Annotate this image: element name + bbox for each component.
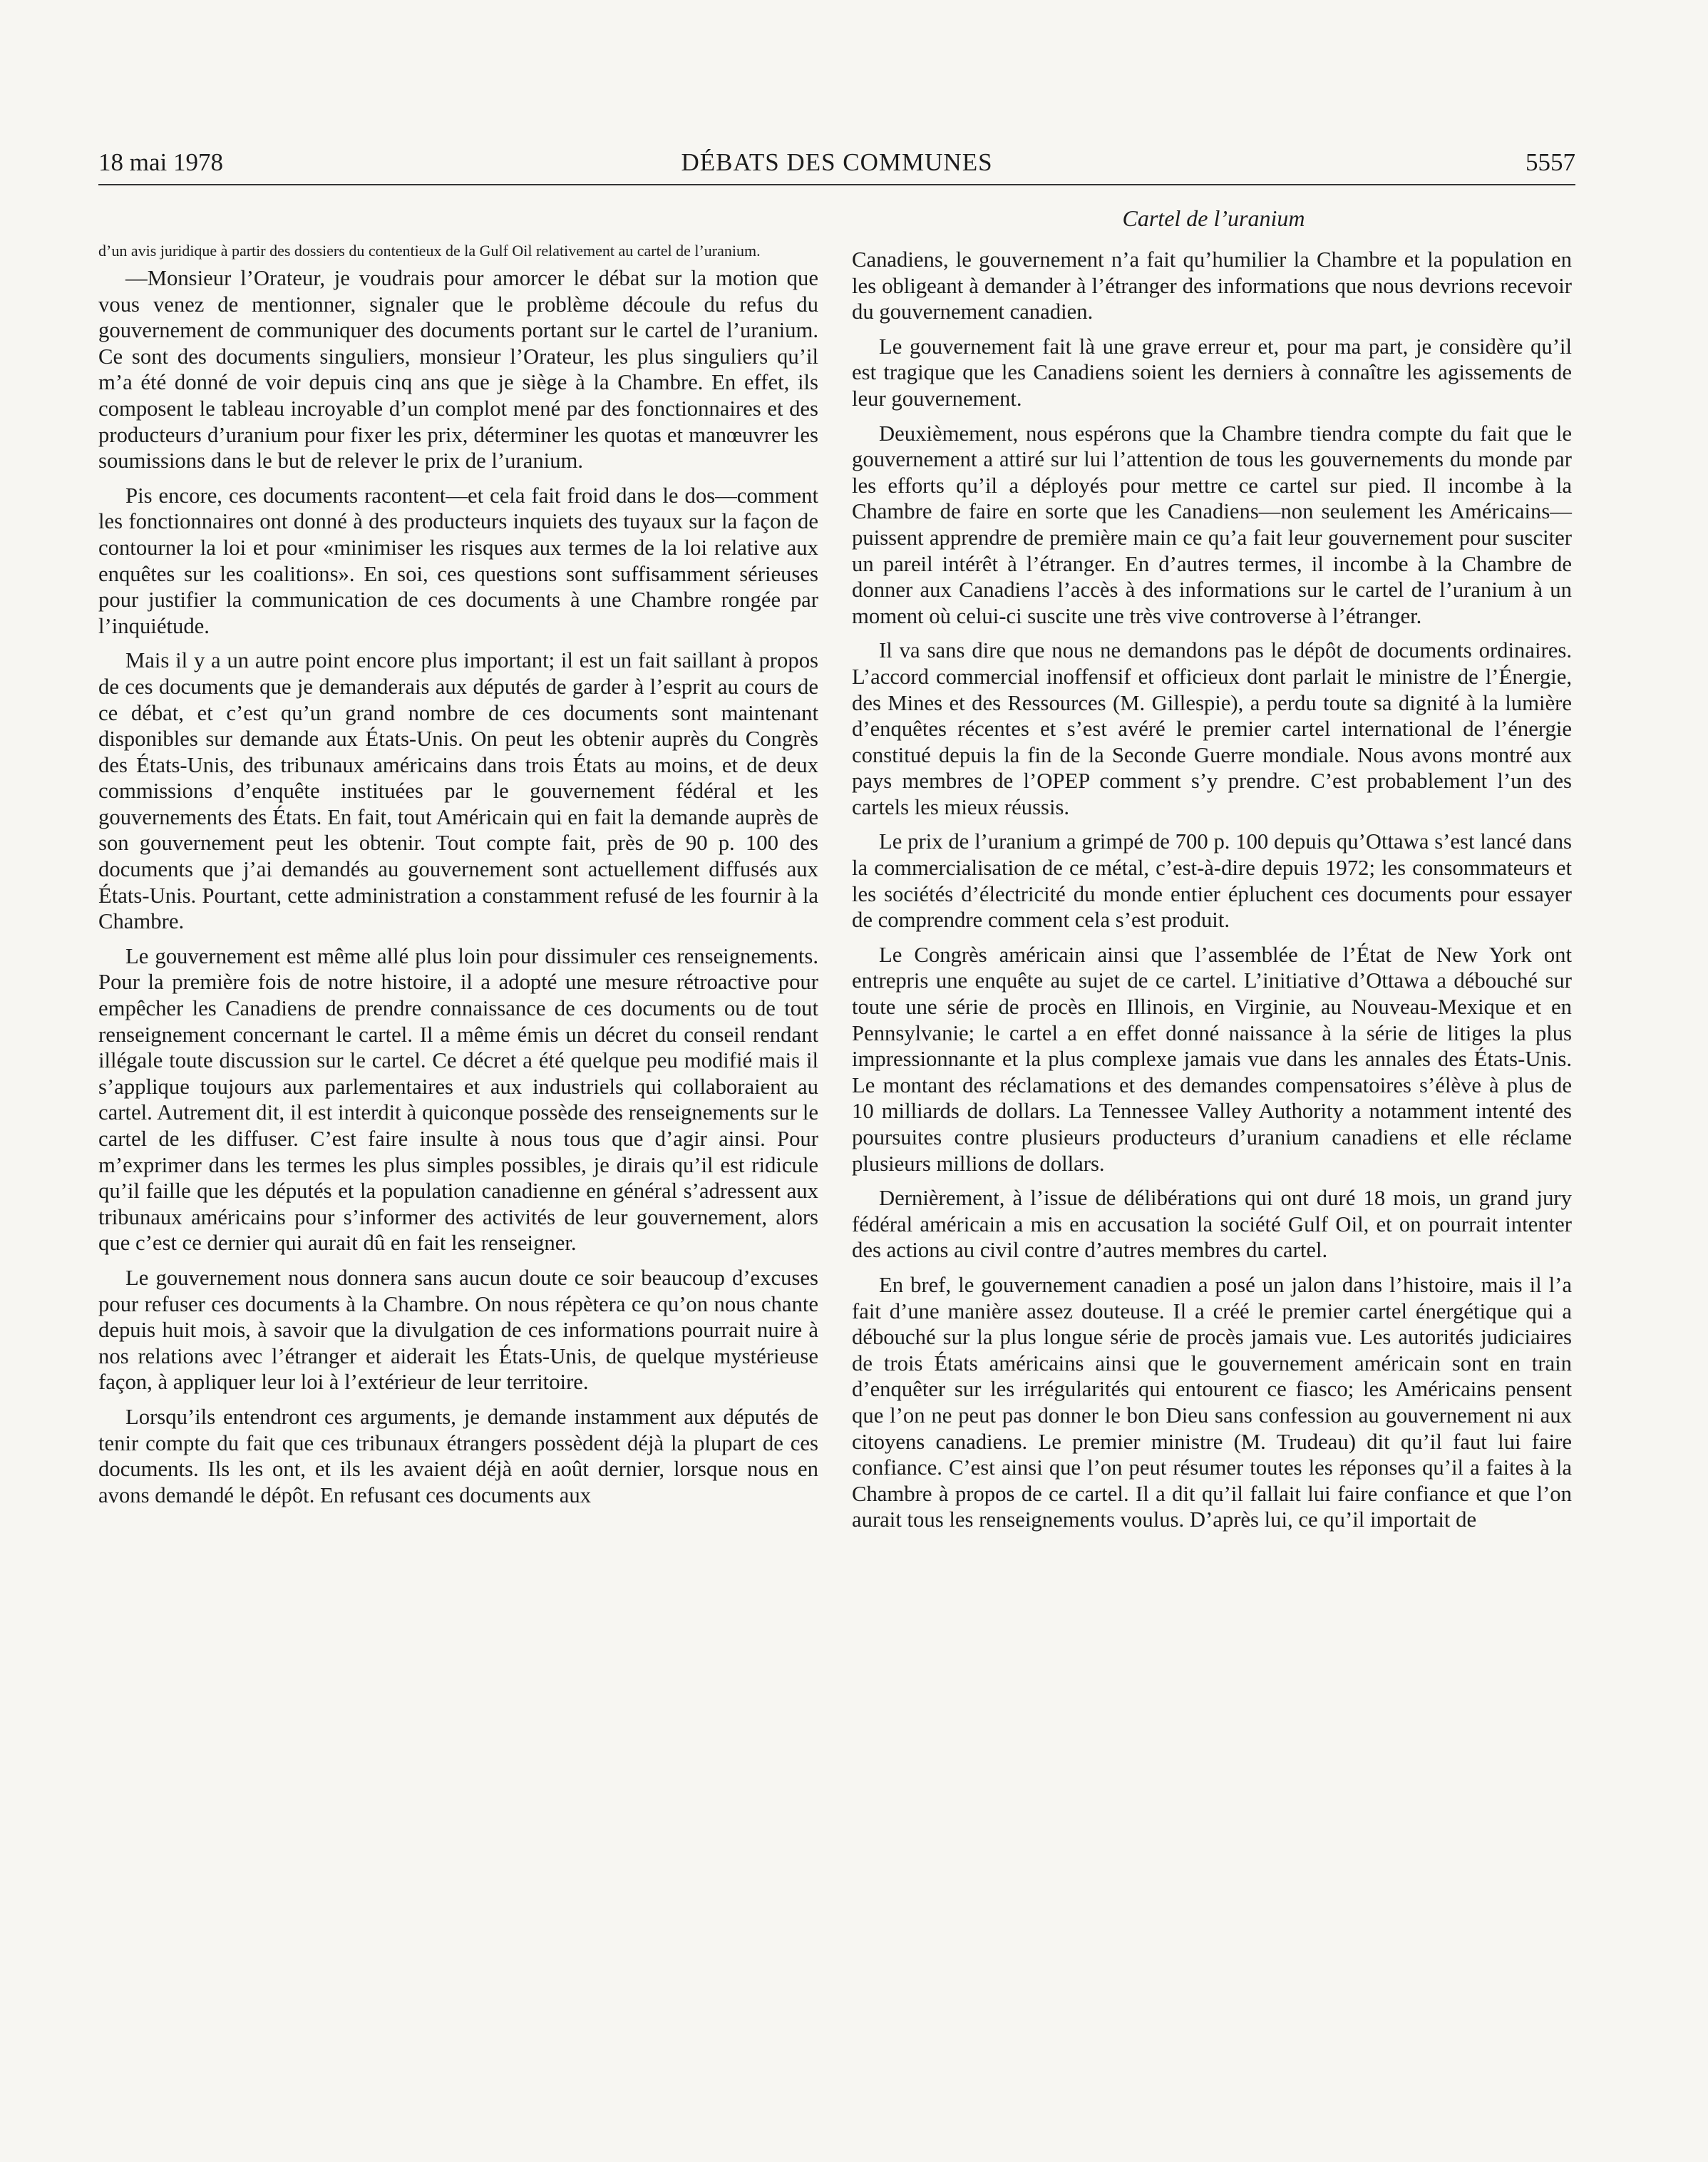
paragraph: Deuxièmement, nous espérons que la Chambre tiendra compte du fait que le gouvernement a attiré sur lui l’attention de tous les gouvernements du monde par les efforts qu’il a déployés pour mettre ce cartel sur pied. Il incombe à la Chambre de faire en sorte que les Canadiens—non seulement les Américains—puissent apprendre de première main ce qu’a fait leur gouvernement pour susciter un pareil intérêt à l’étranger. En d’autres termes, il incombe à la Chambre de donner aux Canadiens l’accès à des informations sur le cartel de l’uranium à un moment où celui-ci suscite une très vive controverse à l’étranger. xyxy=(852,421,1572,628)
paragraph: Le gouvernement est même allé plus loin pour dissimuler ces renseignements. Pour la première fois de notre histoire, il a adopté une mesure rétroactive pour empêcher les Canadiens de prendre connaissance de ces documents ou de tout renseignement concernant le cartel. Il a même émis un décret du conseil rendant illégale toute discussion sur le cartel. Ce décret a été quelque peu modifié mais il s’applique toujours aux parlementaires et aux industriels qui collaboraient au cartel. Autrement dit, il est interdit à quiconque possède des renseignements sur le cartel de les diffuser. C’est faire insulte à nous tous que d’agir ainsi. Pour m’exprimer dans les termes les plus simples possibles, je dirais qu’il est ridicule qu’il faille que les députés et la population canadienne en général s’adressent aux tribunaux américains pour s’informer des activités de leur gouvernement, alors que c’est ce dernier qui aurait dû en fait les renseigner. xyxy=(98,943,818,1256)
header-title: DÉBATS DES COMMUNES xyxy=(681,148,993,176)
paragraph: Lorsqu’ils entendront ces arguments, je demande instamment aux députés de tenir compte du fait que ces tribunaux étrangers possèdent déjà la plupart de ces documents. Ils les ont, et ils les avaient déjà en août dernier, lorsque nous en avons demandé le dépôt. En refusant ces documents aux xyxy=(98,1404,818,1507)
section-title: Cartel de l’uranium xyxy=(1122,205,1305,231)
left-column xyxy=(98,241,818,1517)
paragraph: Le gouvernement nous donnera sans aucun doute ce soir beaucoup d’excuses pour refuser ces documents à la Chambre. On nous répètera ce qu’on nous chante depuis huit mois, à savoir que la divulgation de ces informations pourrait nuire à nos relations avec l’étranger et aiderait les États-Unis, de quelque mystérieuse façon, à appliquer leur loi à l’extérieur de leur territoire. xyxy=(98,1265,818,1395)
paragraph: En bref, le gouvernement canadien a posé un jalon dans l’histoire, mais il l’a fait d’une manière assez douteuse. Il a créé le premier cartel énergétique qui a débouché sur la plus longue série de procès jamais vue. Les autorités judiciaires de trois États américains ainsi que le gouvernement américain sont en train d’enquêter sur les irrégularités qui entourent ce fiasco; les Américains pensent que l’on ne peut pas donner le bon Dieu sans confession au gouvernement ni aux citoyens canadiens. Le premier ministre (M. Trudeau) dit qu’il faut lui faire confiance. C’est ainsi que l’on peut résumer toutes les réponses qu’il a faites à la Chambre à propos de ce cartel. Il a dit qu’il fallait lui faire confiance et que l’on aurait tous les renseignements voulus. D’après lui, ce qu’il importait de xyxy=(852,1272,1572,1532)
paragraph: Le gouvernement fait là une grave erreur et, pour ma part, je considère qu’il est tragique que les Canadiens soient les derniers à connaître les agissements de leur gouvernement. xyxy=(852,334,1572,411)
header-page-number: 5557 xyxy=(1526,148,1575,176)
paragraph: Le prix de l’uranium a grimpé de 700 p. 100 depuis qu’Ottawa s’est lancé dans la commercialisation de ce métal, c’est-à-dire depuis 1972; les consommateurs et les sociétés d’électricité du monde entier épluchent ces documents pour essayer de comprendre comment cela s’est produit. xyxy=(852,829,1572,933)
paragraph: Canadiens, le gouvernement n’a fait qu’humilier la Chambre et la population en les obligeant à demander à l’étranger des informations que nous devrions recevoir du gouvernement canadien. xyxy=(852,247,1572,324)
paragraph: Le Congrès américain ainsi que l’assemblée de l’État de New York ont entrepris une enquête au sujet de ce cartel. L’initiative d’Ottawa a débouché sur toute une série de procès en Illinois, en Virginie, au Nouveau-Mexique et en Pennsylvanie; le cartel a en effet donné naissance à la série de litiges la plus impressionnante et la plus complexe jamais vue dans les annales des États-Unis. Le montant des réclamations et des demandes compensatoires s’élève à plus de 10 milliards de dollars. La Tennessee Valley Authority a notamment intenté des poursuites contre plusieurs producteurs d’uranium canadiens et elle réclame plusieurs millions de dollars. xyxy=(852,942,1572,1176)
paragraph: Mais il y a un autre point encore plus important; il est un fait saillant à propos de ces documents que je demanderais aux députés de garder à l’esprit au cours de ce débat, et c’est qu’un grand nombre de ces documents sont maintenant disponibles sur demande aux États-Unis. On peut les obtenir auprès du Congrès des États-Unis, des tribunaux américains dans trois États au moins, et de deux commissions d’enquête instituées par le gouvernement fédéral et les gouvernements des États. En fait, tout Américain qui en fait la demande auprès de son gouvernement peut les obtenir. Tout compte fait, près de 90 p. 100 des documents que j’ai demandés au gouvernement sont actuellement diffusés aux États-Unis. Pourtant, cette administration a constamment refusé de les fournir à la Chambre. xyxy=(98,648,818,934)
paragraph: Pis encore, ces documents racontent—et cela fait froid dans le dos—comment les fonctionnaires ont donné à des producteurs inquiets des tuyaux sur la façon de contourner la loi et pour «minimiser les risques aux termes de la loi relative aux enquêtes sur les coalitions». En soi, ces questions sont suffisamment sérieuses pour justifier la communication de ces documents à une Chambre rongée par l’inquiétude. xyxy=(98,483,818,638)
paragraph: d’un avis juridique à partir des dossiers du contentieux de la Gulf Oil relativement au cartel de l’uranium. xyxy=(98,242,761,260)
header-rule xyxy=(98,184,1575,185)
header-date: 18 mai 1978 xyxy=(98,148,223,176)
page-header xyxy=(98,148,1575,185)
paragraph: Dernièrement, à l’issue de délibérations qui ont duré 18 mois, un grand jury fédéral américain a mis en accusation la société Gulf Oil, et on pourrait intenter des actions au civil contre d’autres membres du cartel. xyxy=(852,1186,1572,1263)
right-column xyxy=(852,247,1572,1542)
paragraph: Il va sans dire que nous ne demandons pas le dépôt de documents ordinaires. L’accord commercial inoffensif et officieux dont parlait le ministre de l’Énergie, des Mines et des Ressources (M. Gillespie), a perdu toute sa dignité à la lumière d’enquêtes récentes et s’est avéré le premier cartel international de l’énergie constitué depuis la fin de la Seconde Guerre mondiale. Nous avons montré aux pays membres de l’OPEP comment s’y prendre. C’est probablement l’un des cartels les mieux réussis. xyxy=(852,638,1572,819)
paragraph: —Monsieur l’Orateur, je voudrais pour amorcer le débat sur la motion que vous venez de mentionner, signaler que le problème découle du refus du gouvernement de communiquer des documents portant sur le cartel de l’uranium. Ce sont des documents singuliers, monsieur l’Orateur, les plus singuliers qu’il m’a été donné de voir depuis cinq ans que je siège à la Chambre. En effet, ils composent le tableau incroyable d’un complot mené par des fonctionnaires et des producteurs d’uranium pour fixer les prix, déterminer les quotas et manœuvrer les soumissions dans le but de relever le prix de l’uranium. xyxy=(98,266,818,473)
